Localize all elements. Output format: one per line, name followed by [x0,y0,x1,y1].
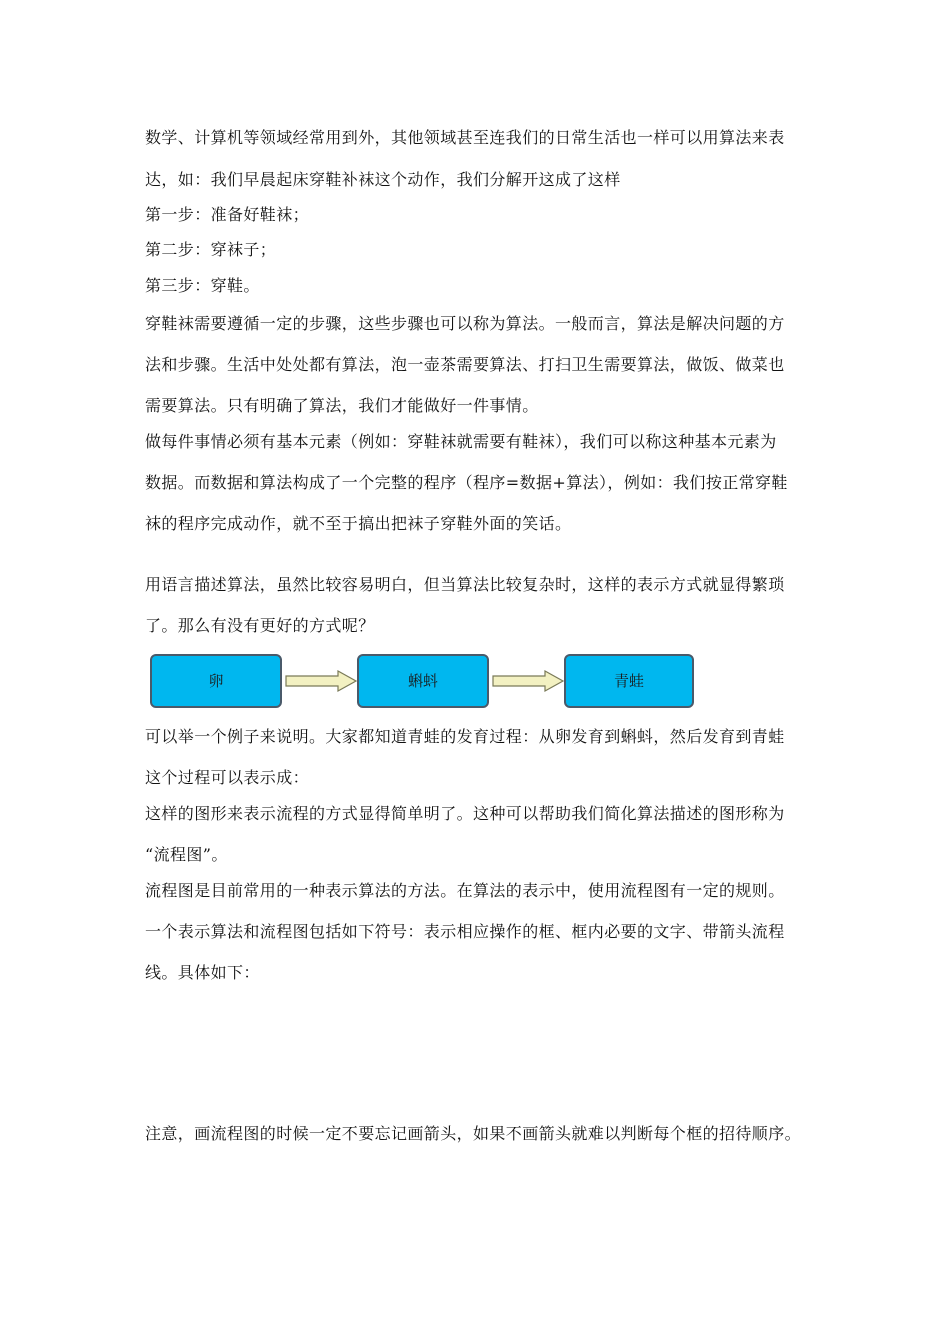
flowchart-node-tadpole-label: 蝌蚪 [407,672,439,690]
paragraph-line: 这样的图形来表示流程的方式显得简单明了。这种可以帮助我们简化算法描述的图形称为 [145,804,785,823]
paragraph-line: 用语言描述算法，虽然比较容易明白，但当算法比较复杂时，这样的表示方式就显得繁琐 [145,575,785,594]
flowchart-arrow [286,671,356,691]
paragraph-line: 穿鞋袜需要遵循一定的步骤，这些步骤也可以称为算法。一般而言，算法是解决问题的方 [145,314,785,333]
paragraph-line: 流程图是目前常用的一种表示算法的方法。在算法的表示中，使用流程图有一定的规则。 [145,881,785,900]
paragraph-line: 袜的程序完成动作，就不至于搞出把袜子穿鞋外面的笑话。 [145,514,572,533]
paragraph-line: 可以举一个例子来说明。大家都知道青蛙的发育过程：从卵发育到蝌蚪，然后发育到青蛙 [145,727,785,746]
paragraph-line: 数学、计算机等领域经常用到外，其他领域甚至连我们的日常生活也一样可以用算法来表 [145,128,785,147]
paragraph-line: 这个过程可以表示成： [145,768,310,787]
paragraph-line: 需要算法。只有明确了算法，我们才能做好一件事情。 [145,396,539,415]
paragraph-line: 线。具体如下： [145,963,260,982]
paragraph-line: 法和步骤。生活中处处都有算法，泡一壶茶需要算法、打扫卫生需要算法，做饭、做菜也 [145,355,785,374]
step-one-line: 第一步：准备好鞋袜； [145,205,310,224]
step-three-line: 第三步：穿鞋。 [145,276,260,295]
paragraph-line: 一个表示算法和流程图包括如下符号：表示相应操作的框、框内必要的文字、带箭头流程 [145,922,785,941]
paragraph-line: 了。那么有没有更好的方式呢？ [145,616,375,635]
paragraph-line: 数据。而数据和算法构成了一个完整的程序（程序=数据+算法），例如：我们按正常穿鞋 [145,473,788,492]
paragraph-line: 做每件事情必须有基本元素（例如：穿鞋袜就需要有鞋袜），我们可以称这种基本元素为 [145,432,777,451]
flowchart-node-frog-label: 青蛙 [613,672,645,690]
frog-lifecycle-flowchart [145,650,705,714]
note-line: 注意，画流程图的时候一定不要忘记画箭头，如果不画箭头就难以判断每个框的招待顺序。 [145,1124,802,1143]
paragraph-line: 达，如：我们早晨起床穿鞋补袜这个动作，我们分解开这成了这样 [145,170,621,189]
flowchart-node-egg-label: 卵 [208,672,224,690]
flowchart-arrow [493,671,563,691]
paragraph-line: “流程图”。 [145,845,228,864]
flowchart-svg [145,650,705,714]
step-two-line: 第二步：穿袜子； [145,240,277,259]
